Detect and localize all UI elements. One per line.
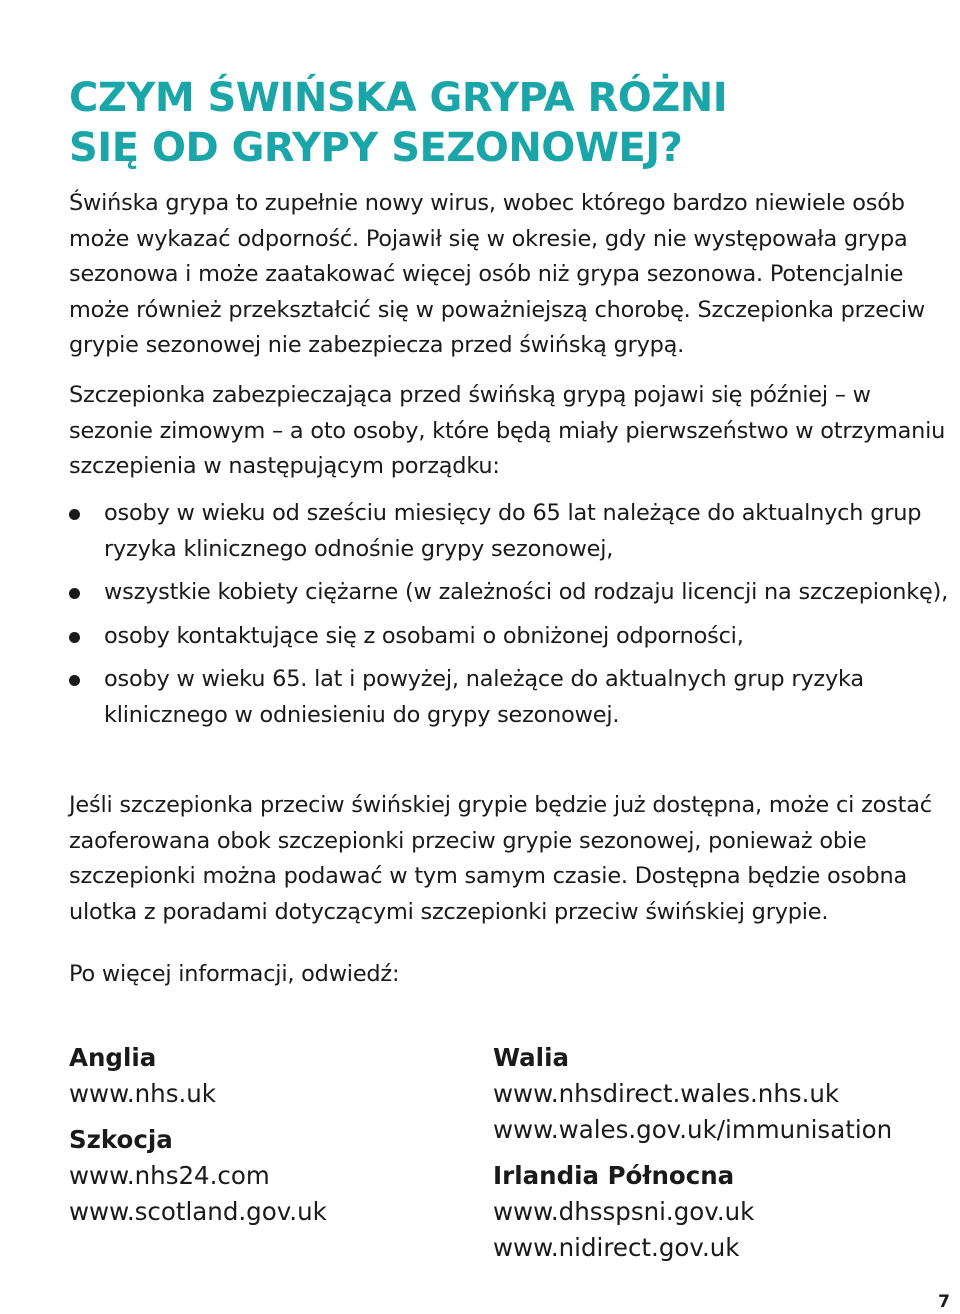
website-link[interactable]: www.nhs.uk — [69, 1079, 216, 1108]
website-link[interactable]: www.nidirect.gov.uk — [493, 1233, 740, 1262]
bullet-icon — [69, 509, 80, 520]
website-link[interactable]: www.nhsdirect.wales.nhs.uk — [493, 1079, 840, 1108]
list-item-text: osoby kontaktujące się z osobami o obniżonej odporności, — [104, 622, 744, 649]
page-heading — [69, 73, 727, 173]
region-england — [69, 1040, 327, 1112]
website-link[interactable]: www.dhsspsni.gov.uk — [493, 1197, 755, 1226]
bullet-icon — [69, 588, 80, 599]
list-item-text: osoby w wieku od sześciu miesięcy do 65 lat należące do aktualnych grup ryzyka klinicznego odnośnie grypy sezonowej, — [104, 500, 922, 562]
region-scotland — [69, 1122, 327, 1230]
region-name: Anglia — [69, 1043, 157, 1072]
seasonal-paragraph: Jeśli szczepionka przeciw świńskiej grypie będzie już dostępna, może ci zostać zaoferowana obok szczepionki przeciw grypie sezonowej, ponieważ obie szczepionki można podawać w tym samym czasie. Dostępna będzie osobna ulotka z poradami dotyczącymi szczepionki przeciw świńskiej grypie. — [69, 792, 932, 925]
contacts-right-column — [493, 1040, 892, 1276]
page-number: 7 — [938, 1292, 950, 1312]
region-northern-ireland — [493, 1158, 892, 1266]
priority-list — [69, 496, 949, 733]
more-info-text: Po więcej informacji, odwiedź: — [69, 961, 400, 987]
region-name: Szkocja — [69, 1125, 173, 1154]
bullet-icon — [69, 632, 80, 643]
heading-line-2: SIĘ OD GRYPY SEZONOWEJ? — [69, 125, 683, 171]
region-name: Irlandia Północna — [493, 1161, 735, 1190]
list-item — [69, 662, 949, 733]
priority-paragraph: Szczepionka zabezpieczająca przed świńską grypą pojawi się później – w sezonie zimowym – a oto osoby, które będą miały pierwszeństwo w otrzymaniu szczepienia w następującym porządku: — [69, 382, 946, 479]
list-item — [69, 619, 949, 655]
region-wales — [493, 1040, 892, 1148]
intro-paragraph: Świńska grypa to zupełnie nowy wirus, wobec którego bardzo niewiele osób może wykazać odporność. Pojawił się w okresie, gdy nie występowała grypa sezonowa i może zaatakować więcej osób niż grypa sezonowa. Potencjalnie może również przekształcić się w poważniejszą chorobę. Szczepionka przeciw grypie sezonowej nie zabezpiecza przed świńską grypą. — [69, 190, 926, 358]
list-item — [69, 575, 949, 611]
list-item — [69, 496, 949, 567]
list-item-text: wszystkie kobiety ciężarne (w zależności od rodzaju licencji na szczepionkę), — [104, 579, 949, 605]
contacts-left-column — [69, 1040, 327, 1240]
website-link[interactable]: www.scotland.gov.uk — [69, 1197, 327, 1226]
list-item-text: osoby w wieku 65. lat i powyżej, należące do aktualnych grup ryzyka klinicznego w odniesieniu do grypy sezonowej. — [104, 666, 864, 728]
region-name: Walia — [493, 1043, 570, 1072]
heading-line-1: CZYM ŚWIŃSKA GRYPA RÓŻNI — [69, 75, 728, 121]
website-link[interactable]: www.nhs24.com — [69, 1161, 270, 1190]
website-link[interactable]: www.wales.gov.uk/immunisation — [493, 1115, 893, 1144]
bullet-icon — [69, 675, 80, 686]
